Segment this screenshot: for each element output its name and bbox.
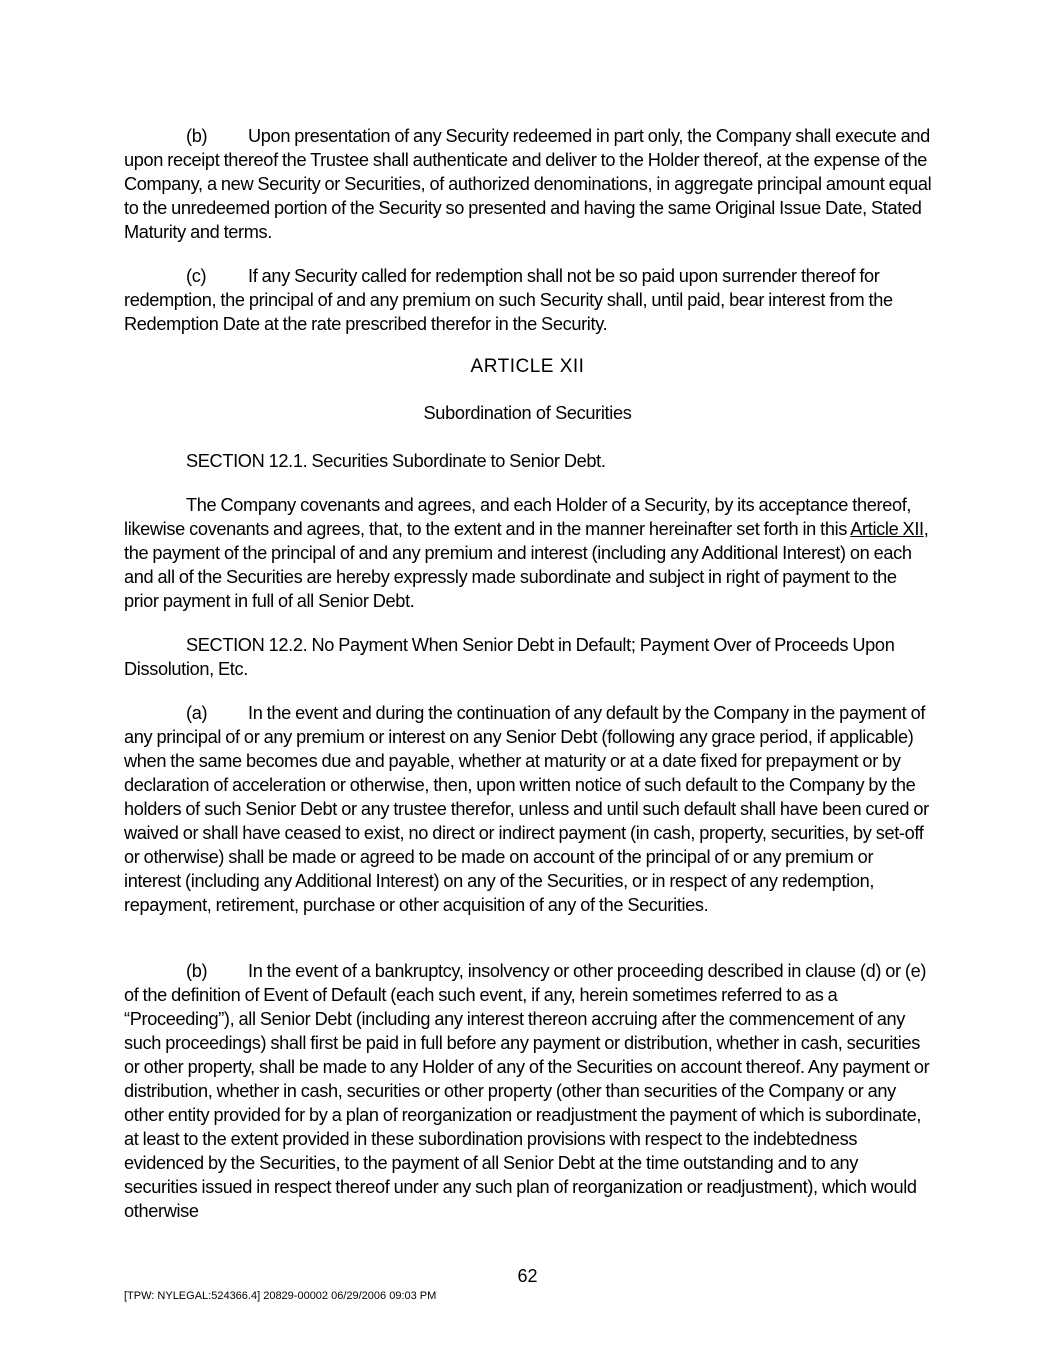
paragraph-label: (b) [186,961,208,981]
page-number: 62 [517,1266,538,1286]
document-footer-id: [TPW: NYLEGAL:524366.4] 20829-00002 06/29/2006 09:03 PM [124,1290,437,1302]
section-12-1-heading: SECTION 12.1. Securities Subordinate to Senior Debt. [186,451,606,471]
paragraph-label: (b) [186,126,208,146]
section-12-1-heading-block [124,449,934,473]
paragraph-b-upon-presentation [124,124,934,244]
section-12-2-paragraph-b [124,959,934,1223]
section-12-2-heading: SECTION 12.2. No Payment When Senior Debt in Default; Payment Over of Proceeds Upon Dissolution, Etc. [124,635,895,679]
paragraph-label: (c) [186,266,207,286]
section-12-1-text-before-ref: The Company covenants and agrees, and each Holder of a Security, by its acceptance thereof, likewise covenants and agrees, that, to the extent and in the manner hereinafter set forth in this [124,495,912,539]
paragraph-c-redemption-interest [124,264,934,336]
paragraph-label: (a) [186,703,208,723]
section-12-1-body [124,493,934,613]
article-subtitle: Subordination of Securities [423,403,632,423]
paragraph-text: In the event of a bankruptcy, insolvency or other proceeding described in clause (d) or (e) of the definition of Event of Default (each such event, if any, herein sometimes referred to as a “Proceeding”), all Senior Debt (including any interest thereon accruing after the commencement of any such proceedings) shall first be paid in full before any payment or distribution, whether in cash, securities or other property, shall be made to any Holder of any of the Securities on account thereof. Any payment or distribution, whether in cash, securities or other property (other than securities of the Company or any other entity provided for by a plan of reorganization or readjustment the payment of which is subordinate, at least to the extent provided in these subordination provisions with respect to the indebtedness evidenced by the Securities, to the payment of all Senior Debt at the time outstanding and to any securities issued in respect thereof under any such plan of reorganization or readjustment), which would otherwise [124,961,930,1221]
section-12-1-text-after-ref: , the payment of the principal of and any premium and interest (including any Additional Interest) on each and all of the Securities are hereby expressly made subordinate and subject in right of payment to the prior payment in full of all Senior Debt. [124,519,929,611]
section-12-2-paragraph-a [124,701,934,917]
article-cross-reference: Article XII [850,519,924,539]
section-12-2-heading-block [124,633,934,681]
paragraph-text: In the event and during the continuation of any default by the Company in the payment of any principal of or any premium or interest on any Senior Debt (following any grace period, if applicable) when the same becomes due and payable, whether at maturity or at a date fixed for prepayment or by declaration of acceleration or otherwise, then, upon written notice of such default to the Company by the holders of such Senior Debt or any trustee therefor, unless and until such default shall have been cured or waived or shall have ceased to exist, no direct or indirect payment (in cash, property, securities, by set-off or otherwise) shall be made or agreed to be made on account of the principal of or any premium or interest (including any Additional Interest) on any of the Securities, or in respect of any redemption, repayment, retirement, purchase or other acquisition of any of the Securities. [124,703,929,915]
paragraph-text: If any Security called for redemption shall not be so paid upon surrender thereof for redemption, the principal of and any premium on such Security shall, until paid, bear interest from the Redemption Date at the rate prescribed therefor in the Security. [124,266,893,334]
paragraph-text: Upon presentation of any Security redeemed in part only, the Company shall execute and upon receipt thereof the Trustee shall authenticate and deliver to the Holder thereof, at the expense of the Company, a new Security or Securities, of authorized denominations, in aggregate principal amount equal to the unredeemed portion of the Security so presented and having the same Original Issue Date, Stated Maturity and terms. [124,126,932,242]
article-title: ARTICLE XII [470,356,585,377]
